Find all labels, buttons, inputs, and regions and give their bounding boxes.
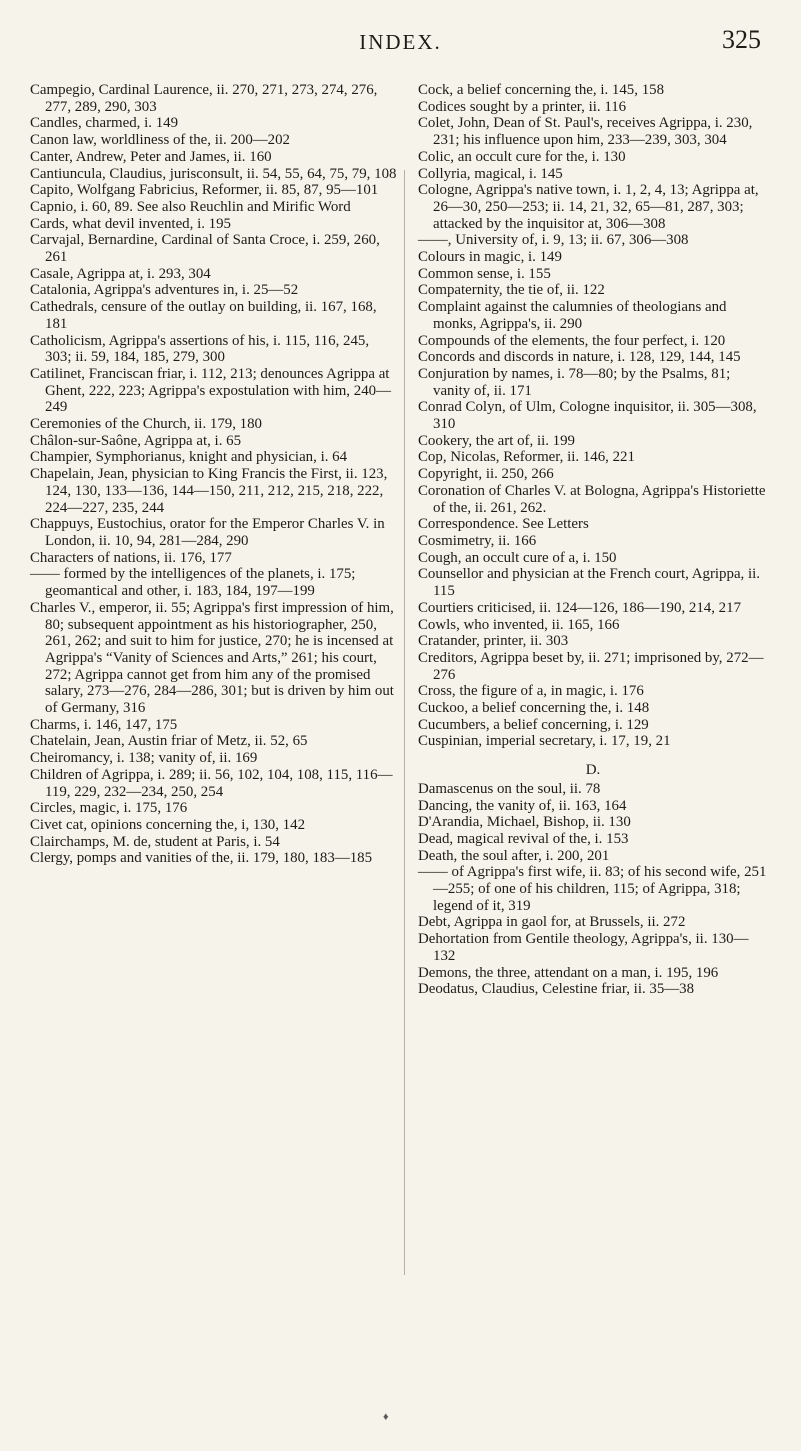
index-entry: Clairchamps, M. de, student at Paris, i. 54 xyxy=(30,833,280,850)
index-entry: Charms, i. 146, 147, 175 xyxy=(30,716,178,733)
index-entry: Codices sought by a printer, ii. 116 xyxy=(418,98,627,115)
index-entry: Conjuration by names, i. 78—80; by the Psalms, 81; vanity of, ii. 171 xyxy=(418,365,731,399)
index-entry: Dead, magical revival of the, i. 153 xyxy=(418,830,629,847)
index-entry: Chatelain, Jean, Austin friar of Metz, ii. 52, 65 xyxy=(30,733,308,750)
page-number: 325 xyxy=(722,25,761,54)
index-entry: Catholicism, Agrippa's assertions of his, i. 115, 116, 245, 303; ii. 59, 184, 185, 279, 300 xyxy=(30,332,370,366)
index-entry: Collyria, magical, i. 145 xyxy=(418,165,563,182)
index-entry: Common sense, i. 155 xyxy=(418,265,551,282)
index-entry: Candles, charmed, i. 149 xyxy=(30,115,179,132)
page-header xyxy=(0,14,801,64)
index-entry: Conrad Colyn, of Ulm, Cologne inquisitor, ii. 305—308, 310 xyxy=(418,399,757,433)
index-entry: ——, University of, i. 9, 13; ii. 67, 306—308 xyxy=(418,232,689,249)
index-entry: Cucumbers, a belief concerning, i. 129 xyxy=(418,716,649,733)
index-entry: Correspondence. See Letters xyxy=(418,516,589,533)
index-entry: Colet, John, Dean of St. Paul's, receives Agrippa, i. 230, 231; his influence upon him, 233—239, 303, 304 xyxy=(418,115,753,149)
index-entry: Canter, Andrew, Peter and James, ii. 160 xyxy=(30,148,272,165)
index-entry: Civet cat, opinions concerning the, i, 130, 142 xyxy=(30,816,306,833)
index-entry: Children of Agrippa, i. 289; ii. 56, 102, 104, 108, 115, 116—119, 229, 232—234, 250, 254 xyxy=(30,766,393,800)
index-entry: Cuckoo, a belief concerning the, i. 148 xyxy=(418,700,650,717)
column-divider xyxy=(404,170,405,1275)
index-entry: Cuspinian, imperial secretary, i. 17, 19, 21 xyxy=(418,733,671,750)
index-entry: Compaternity, the tie of, ii. 122 xyxy=(418,282,605,299)
index-entry: Canon law, worldliness of the, ii. 200—202 xyxy=(30,132,291,149)
index-entry: Cards, what devil invented, i. 195 xyxy=(30,215,231,232)
index-entry: Death, the soul after, i. 200, 201 xyxy=(418,847,610,864)
index-entry: —— of Agrippa's first wife, ii. 83; of his second wife, 251—255; of one of his children, 115; of Agrippa, 318; legend of it, 319 xyxy=(418,864,767,914)
index-entry: Charles V., emperor, ii. 55; Agrippa's first impression of him, 80; subsequent appointment as his historiographer, 250, 261, 262; and suit to him for justice, 270; he is incensed at Agrippa's “Vanity of Sciences and Arts,” 261; his court, 272; Agrippa cannot get from him any of the promised salary, 273—276, 284—286, 301; but is driven by him out of Germany, 316 xyxy=(30,599,394,717)
index-entry: Châlon-sur-Saône, Agrippa at, i. 65 xyxy=(30,432,242,449)
index-entry: Dehortation from Gentile theology, Agrippa's, ii. 130—132 xyxy=(418,931,749,964)
index-entry: Circles, magic, i. 175, 176 xyxy=(30,800,188,817)
index-entry: Concords and discords in nature, i. 128, 129, 144, 145 xyxy=(418,349,741,366)
index-group-d xyxy=(418,781,768,998)
index-entry: Catalonia, Agrippa's adventures in, i. 25—52 xyxy=(30,282,299,299)
index-entry: Cheiromancy, i. 138; vanity of, ii. 169 xyxy=(30,750,258,767)
index-entry: Colours in magic, i. 149 xyxy=(418,249,562,266)
index-entry: Creditors, Agrippa beset by, ii. 271; imprisoned by, 272—276 xyxy=(418,649,764,683)
index-entry: Capnio, i. 60, 89. See also Reuchlin and Mirific Word xyxy=(30,198,351,215)
index-entry: Casale, Agrippa at, i. 293, 304 xyxy=(30,265,211,282)
index-group-c xyxy=(418,82,768,750)
index-entry: Characters of nations, ii. 176, 177 xyxy=(30,549,232,566)
index-entry: Cratander, printer, ii. 303 xyxy=(418,633,569,650)
index-entry: Debt, Agrippa in gaol for, at Brussels, ii. 272 xyxy=(418,914,686,931)
index-entry: Cosmimetry, ii. 166 xyxy=(418,532,537,549)
index-entry: Chappuys, Eustochius, orator for the Emperor Charles V. in London, ii. 10, 94, 281—284, 290 xyxy=(30,516,385,549)
printer-mark: ♦ xyxy=(383,1411,389,1423)
index-entry: Compounds of the elements, the four perfect, i. 120 xyxy=(418,332,726,349)
index-entry: Courtiers criticised, ii. 124—126, 186—190, 214, 217 xyxy=(418,599,742,616)
running-title: INDEX. xyxy=(359,30,442,54)
index-entry: Copyright, ii. 250, 266 xyxy=(418,466,554,483)
index-entry: Cross, the figure of a, in magic, i. 176 xyxy=(418,683,644,700)
index-entry: —— formed by the intelligences of the planets, i. 175; geomantical and other, i. 183, 184, 197—199 xyxy=(30,566,356,600)
index-entry: Carvajal, Bernardine, Cardinal of Santa Croce, i. 259, 260, 261 xyxy=(30,232,380,266)
index-entry: Cathedrals, censure of the outlay on building, ii. 167, 168, 181 xyxy=(30,299,377,332)
index-entry: Counsellor and physician at the French court, Agrippa, ii. 115 xyxy=(418,566,760,600)
index-entry: Capito, Wolfgang Fabricius, Reformer, ii. 85, 87, 95—101 xyxy=(30,182,379,199)
index-entry: Chapelain, Jean, physician to King Francis the First, ii. 123, 124, 130, 133—136, 144—150, 211, 212, 215, 218, 222, 224—227, 235, 244 xyxy=(30,466,388,516)
index-column-right xyxy=(418,82,768,998)
index-entry: Cock, a belief concerning the, i. 145, 158 xyxy=(418,82,665,98)
index-entry: Cough, an occult cure of a, i. 150 xyxy=(418,549,617,566)
section-letter: D. xyxy=(585,762,601,779)
index-entry: Cologne, Agrippa's native town, i. 1, 2, 4, 13; Agrippa at, 26—30, 250—253; ii. 14, 21, 32, 65—81, 287, 303; attacked by the inquisitor at, 306—308 xyxy=(418,182,759,232)
index-entry: Demons, the three, attendant on a man, i. 195, 196 xyxy=(418,964,719,981)
index-column-left xyxy=(30,82,398,867)
index-entry: Dancing, the vanity of, ii. 163, 164 xyxy=(418,797,627,814)
index-entry: Deodatus, Claudius, Celestine friar, ii. 35—38 xyxy=(418,981,695,998)
index-entry: Ceremonies of the Church, ii. 179, 180 xyxy=(30,416,263,433)
index-entry: Damascenus on the soul, ii. 78 xyxy=(418,780,601,797)
index-entry: Colic, an occult cure for the, i. 130 xyxy=(418,148,626,165)
index-entry: D'Arandia, Michael, Bishop, ii. 130 xyxy=(418,814,631,831)
index-entry: Cantiuncula, Claudius, jurisconsult, ii. 54, 55, 64, 75, 79, 108 xyxy=(30,165,397,182)
index-entry: Campegio, Cardinal Laurence, ii. 270, 271, 273, 274, 276, 277, 289, 290, 303 xyxy=(30,82,378,115)
index-entry: Complaint against the calumnies of theologians and monks, Agrippa's, ii. 290 xyxy=(418,299,727,332)
index-entry: Clergy, pomps and vanities of the, ii. 179, 180, 183—185 xyxy=(30,850,373,867)
index-entry: Cowls, who invented, ii. 165, 166 xyxy=(418,616,620,633)
index-entry: Coronation of Charles V. at Bologna, Agrippa's Historiette of the, ii. 261, 262. xyxy=(418,482,766,516)
index-entry: Cookery, the art of, ii. 199 xyxy=(418,432,576,449)
index-entry: Catilinet, Franciscan friar, i. 112, 213; denounces Agrippa at Ghent, 222, 223; Agrippa's expostulation with him, 240—249 xyxy=(30,365,391,416)
index-entry: Champier, Symphorianus, knight and physician, i. 64 xyxy=(30,449,348,466)
index-entry: Cop, Nicolas, Reformer, ii. 146, 221 xyxy=(418,449,635,466)
